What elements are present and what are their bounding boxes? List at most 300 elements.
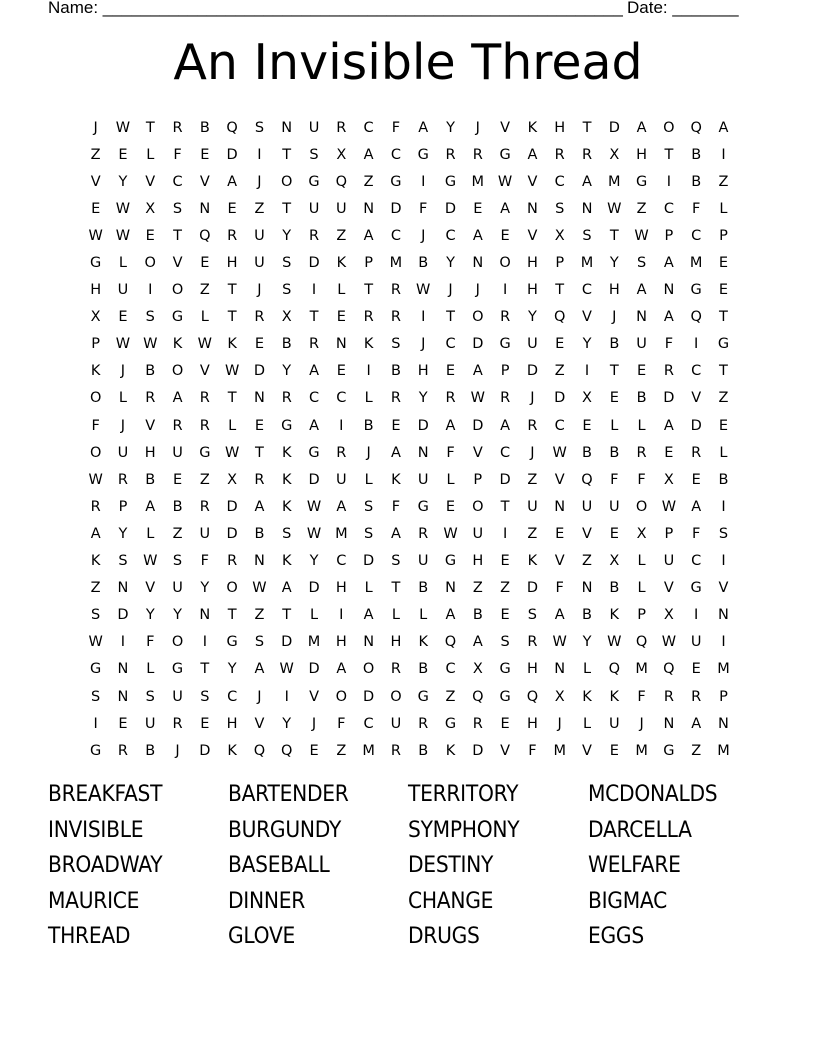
grid-letter[interactable]: A — [390, 444, 401, 461]
grid-letter[interactable]: T — [446, 309, 455, 326]
grid-letter[interactable]: Q — [253, 742, 266, 759]
grid-letter[interactable]: L — [637, 417, 646, 434]
grid-letter[interactable]: H — [90, 282, 102, 299]
grid-letter[interactable]: T — [582, 119, 592, 136]
grid-letter[interactable]: E — [172, 471, 183, 488]
grid-letter[interactable]: A — [636, 282, 647, 299]
grid-letter[interactable]: D — [226, 146, 238, 163]
grid-letter[interactable]: X — [472, 661, 483, 678]
grid-letter[interactable]: M — [335, 525, 348, 542]
grid-letter[interactable]: B — [609, 444, 620, 461]
grid-letter[interactable]: X — [554, 688, 565, 705]
grid-letter[interactable]: Q — [690, 119, 702, 136]
grid-letter[interactable]: G — [635, 173, 648, 190]
grid-letter[interactable]: N — [718, 715, 729, 732]
grid-letter[interactable]: C — [445, 661, 456, 678]
grid-letter[interactable]: H — [226, 255, 238, 272]
grid-letter[interactable]: Y — [309, 553, 319, 570]
grid-letter[interactable]: P — [664, 227, 674, 244]
grid-letter[interactable]: B — [691, 146, 702, 163]
grid-letter[interactable]: E — [91, 200, 101, 217]
grid-letter[interactable]: A — [663, 309, 674, 326]
grid-letter[interactable]: K — [281, 498, 292, 515]
grid-letter[interactable]: N — [718, 607, 729, 624]
grid-letter[interactable]: E — [609, 742, 619, 759]
grid-letter[interactable]: C — [363, 715, 374, 732]
grid-letter[interactable]: N — [199, 607, 211, 624]
grid-letter[interactable]: B — [172, 498, 183, 515]
grid-letter[interactable]: A — [336, 661, 347, 678]
grid-letter[interactable]: N — [581, 580, 593, 597]
grid-letter[interactable]: W — [143, 336, 158, 353]
grid-letter[interactable]: M — [307, 634, 321, 651]
grid-letter[interactable]: W — [552, 634, 567, 651]
grid-letter[interactable]: A — [472, 227, 483, 244]
grid-letter[interactable]: B — [609, 336, 620, 353]
grid-letter[interactable]: L — [146, 661, 155, 678]
grid-letter[interactable]: B — [718, 471, 729, 488]
grid-letter[interactable]: I — [421, 309, 426, 326]
grid-letter[interactable]: R — [636, 444, 647, 461]
grid-letter[interactable]: N — [526, 200, 538, 217]
name-field-label[interactable]: Name: _______________________________________________________ — [48, 0, 623, 17]
grid-letter[interactable]: U — [172, 444, 183, 461]
grid-letter[interactable]: J — [612, 309, 617, 326]
grid-letter[interactable]: R — [390, 661, 401, 678]
grid-letter[interactable]: D — [281, 634, 293, 651]
grid-letter[interactable]: L — [419, 607, 428, 624]
grid-letter[interactable]: W — [497, 173, 513, 190]
grid-letter[interactable]: N — [117, 580, 129, 597]
grid-letter[interactable]: M — [580, 255, 594, 272]
grid-letter[interactable]: H — [417, 363, 429, 380]
grid-letter[interactable]: V — [554, 553, 565, 570]
grid-letter[interactable]: L — [118, 390, 127, 407]
grid-letter[interactable]: W — [661, 634, 677, 651]
grid-letter[interactable]: D — [472, 336, 484, 353]
grid-letter[interactable]: M — [471, 173, 485, 190]
grid-letter[interactable]: V — [199, 173, 210, 190]
grid-letter[interactable]: K — [172, 336, 183, 353]
grid-letter[interactable]: N — [254, 553, 265, 570]
grid-letter[interactable]: H — [226, 715, 238, 732]
grid-letter[interactable]: L — [364, 580, 373, 597]
grid-letter[interactable]: M — [717, 661, 730, 678]
grid-letter[interactable]: B — [691, 173, 702, 190]
grid-letter[interactable]: R — [145, 390, 156, 407]
grid-letter[interactable]: O — [635, 498, 648, 515]
grid-letter[interactable]: V — [527, 227, 538, 244]
grid-letter[interactable]: L — [719, 444, 728, 461]
grid-letter[interactable]: C — [336, 390, 347, 407]
grid-letter[interactable]: R — [199, 390, 210, 407]
grid-letter[interactable]: K — [609, 607, 620, 624]
grid-letter[interactable]: A — [281, 580, 292, 597]
grid-letter[interactable]: K — [90, 553, 101, 570]
grid-letter[interactable]: W — [88, 471, 103, 488]
grid-letter[interactable]: P — [118, 498, 128, 515]
grid-letter[interactable]: S — [254, 119, 265, 136]
grid-letter[interactable]: I — [148, 282, 153, 299]
grid-letter[interactable]: S — [555, 200, 565, 217]
grid-letter[interactable]: Q — [472, 688, 484, 705]
grid-letter[interactable]: U — [417, 553, 429, 570]
grid-letter[interactable]: L — [364, 471, 373, 488]
grid-letter[interactable]: R — [199, 417, 210, 434]
grid-letter[interactable]: Z — [718, 173, 729, 190]
grid-letter[interactable]: E — [637, 363, 647, 380]
grid-letter[interactable]: S — [145, 688, 155, 705]
grid-letter[interactable]: X — [609, 146, 620, 163]
grid-letter[interactable]: A — [445, 607, 456, 624]
grid-letter[interactable]: C — [581, 282, 593, 299]
grid-letter[interactable]: T — [227, 607, 237, 624]
grid-letter[interactable]: O — [335, 688, 348, 705]
grid-letter[interactable]: H — [335, 634, 347, 651]
grid-letter[interactable]: E — [200, 255, 210, 272]
grid-letter[interactable]: D — [554, 390, 566, 407]
grid-letter[interactable]: H — [554, 119, 566, 136]
grid-letter[interactable]: Q — [335, 173, 348, 190]
grid-letter[interactable]: T — [200, 661, 210, 678]
grid-letter[interactable]: T — [719, 363, 728, 380]
grid-letter[interactable]: R — [527, 417, 538, 434]
date-field-label[interactable]: Date: _______ — [627, 0, 739, 17]
grid-letter[interactable]: N — [581, 200, 593, 217]
grid-letter[interactable]: U — [254, 227, 265, 244]
grid-letter[interactable]: S — [172, 553, 183, 570]
grid-letter[interactable]: I — [721, 553, 726, 570]
grid-letter[interactable]: I — [93, 715, 98, 732]
grid-letter[interactable]: N — [363, 634, 375, 651]
grid-letter[interactable]: K — [227, 742, 237, 759]
grid-letter[interactable]: N — [281, 119, 293, 136]
grid-letter[interactable]: Z — [172, 525, 183, 542]
grid-letter[interactable]: S — [118, 553, 128, 570]
grid-letter[interactable]: I — [339, 417, 344, 434]
grid-letter[interactable]: A — [472, 363, 483, 380]
grid-letter[interactable]: G — [499, 688, 511, 705]
grid-letter[interactable]: C — [663, 200, 674, 217]
grid-letter[interactable]: I — [120, 634, 126, 651]
grid-letter[interactable]: P — [719, 227, 728, 244]
grid-letter[interactable]: Z — [336, 227, 347, 244]
grid-letter[interactable]: G — [417, 498, 429, 515]
grid-letter[interactable]: U — [472, 525, 484, 542]
grid-letter[interactable]: S — [282, 525, 292, 542]
grid-letter[interactable]: K — [227, 336, 237, 353]
grid-letter[interactable]: A — [636, 119, 647, 136]
grid-letter[interactable]: E — [555, 525, 565, 542]
grid-letter[interactable]: M — [608, 173, 621, 190]
grid-letter[interactable]: O — [499, 255, 511, 272]
grid-letter[interactable]: W — [306, 498, 322, 515]
grid-letter[interactable]: W — [115, 200, 131, 217]
grid-letter[interactable]: C — [308, 390, 320, 407]
grid-letter[interactable]: J — [93, 119, 98, 136]
grid-letter[interactable]: R — [581, 146, 593, 163]
grid-letter[interactable]: S — [364, 525, 374, 542]
grid-letter[interactable]: K — [281, 471, 292, 488]
grid-letter[interactable]: E — [609, 525, 619, 542]
grid-letter[interactable]: Z — [554, 363, 565, 380]
grid-letter[interactable]: Y — [282, 227, 292, 244]
grid-letter[interactable]: R — [254, 309, 265, 326]
grid-letter[interactable]: F — [446, 444, 455, 461]
grid-letter[interactable]: Z — [199, 471, 210, 488]
grid-letter[interactable]: T — [719, 309, 728, 326]
grid-letter[interactable]: I — [421, 173, 426, 190]
grid-letter[interactable]: E — [391, 417, 401, 434]
grid-letter[interactable]: Y — [446, 255, 455, 272]
grid-letter[interactable]: D — [117, 607, 129, 624]
grid-letter[interactable]: E — [445, 363, 456, 380]
grid-letter[interactable]: E — [118, 715, 128, 732]
grid-letter[interactable]: G — [499, 661, 511, 678]
grid-letter[interactable]: E — [691, 471, 701, 488]
grid-letter[interactable]: G — [308, 444, 320, 461]
grid-letter[interactable]: F — [173, 146, 182, 163]
grid-letter[interactable]: U — [527, 336, 538, 353]
grid-letter[interactable]: T — [364, 282, 374, 299]
grid-letter[interactable]: B — [145, 363, 156, 380]
grid-letter[interactable]: H — [335, 580, 347, 597]
grid-letter[interactable]: O — [390, 688, 402, 705]
grid-letter[interactable]: C — [691, 227, 702, 244]
grid-letter[interactable]: W — [224, 363, 240, 380]
grid-letter[interactable]: Z — [718, 390, 729, 407]
grid-letter[interactable]: G — [90, 742, 102, 759]
grid-letter[interactable]: G — [226, 634, 238, 651]
grid-letter[interactable]: L — [337, 282, 346, 299]
grid-letter[interactable]: V — [145, 173, 156, 190]
grid-letter[interactable]: N — [636, 309, 648, 326]
grid-letter[interactable]: S — [254, 634, 265, 651]
grid-letter[interactable]: S — [91, 607, 101, 624]
grid-letter[interactable]: N — [554, 661, 566, 678]
grid-letter[interactable]: V — [582, 525, 592, 542]
grid-letter[interactable]: J — [530, 444, 535, 461]
grid-letter[interactable]: U — [308, 200, 320, 217]
grid-letter[interactable]: V — [582, 742, 592, 759]
grid-letter[interactable]: V — [718, 580, 729, 597]
grid-letter[interactable]: U — [663, 553, 675, 570]
grid-letter[interactable]: W — [143, 553, 158, 570]
grid-letter[interactable]: A — [472, 634, 483, 651]
grid-letter[interactable]: I — [502, 282, 508, 299]
grid-letter[interactable]: Y — [118, 525, 128, 542]
grid-letter[interactable]: H — [526, 715, 538, 732]
grid-letter[interactable]: U — [144, 715, 156, 732]
grid-letter[interactable]: B — [636, 390, 647, 407]
grid-letter[interactable]: W — [88, 227, 103, 244]
grid-letter[interactable]: A — [363, 146, 374, 163]
grid-letter[interactable]: D — [417, 417, 429, 434]
grid-letter[interactable]: J — [366, 444, 371, 461]
grid-letter[interactable]: Q — [444, 634, 457, 651]
grid-letter[interactable]: J — [475, 119, 480, 136]
grid-letter[interactable]: P — [364, 255, 373, 272]
grid-letter[interactable]: W — [607, 634, 622, 651]
grid-letter[interactable]: N — [663, 282, 675, 299]
grid-letter[interactable]: S — [172, 200, 183, 217]
grid-letter[interactable]: K — [281, 444, 292, 461]
grid-letter[interactable]: D — [472, 417, 484, 434]
grid-letter[interactable]: Q — [199, 227, 211, 244]
grid-letter[interactable]: J — [257, 173, 262, 190]
grid-letter[interactable]: R — [500, 390, 511, 407]
grid-letter[interactable]: T — [282, 200, 292, 217]
grid-letter[interactable]: H — [526, 282, 538, 299]
grid-letter[interactable]: R — [336, 444, 347, 461]
grid-letter[interactable]: W — [306, 525, 322, 542]
grid-letter[interactable]: A — [145, 498, 156, 515]
grid-letter[interactable]: Y — [582, 336, 592, 353]
grid-letter[interactable]: W — [252, 580, 267, 597]
grid-letter[interactable]: F — [692, 525, 701, 542]
grid-letter[interactable]: T — [145, 119, 155, 136]
grid-letter[interactable]: A — [363, 227, 374, 244]
grid-letter[interactable]: E — [718, 417, 729, 434]
grid-letter[interactable]: O — [281, 173, 293, 190]
grid-letter[interactable]: A — [691, 715, 702, 732]
grid-letter[interactable]: U — [417, 471, 429, 488]
grid-letter[interactable]: O — [226, 580, 238, 597]
grid-letter[interactable]: I — [666, 173, 672, 190]
grid-letter[interactable]: D — [608, 119, 620, 136]
grid-letter[interactable]: A — [418, 119, 429, 136]
grid-letter[interactable]: E — [718, 282, 729, 299]
grid-letter[interactable]: A — [90, 525, 101, 542]
grid-letter[interactable]: N — [472, 255, 484, 272]
grid-letter[interactable]: F — [391, 119, 401, 136]
grid-letter[interactable]: G — [499, 146, 511, 163]
grid-letter[interactable]: Y — [527, 309, 537, 326]
grid-letter[interactable]: D — [526, 580, 538, 597]
grid-letter[interactable]: C — [554, 417, 565, 434]
grid-letter[interactable]: R — [445, 390, 456, 407]
grid-letter[interactable]: I — [721, 146, 726, 163]
grid-letter[interactable]: L — [146, 146, 155, 163]
grid-letter[interactable]: R — [390, 309, 401, 326]
grid-letter[interactable]: I — [284, 688, 289, 705]
grid-letter[interactable]: K — [527, 553, 538, 570]
grid-letter[interactable]: J — [557, 715, 562, 732]
grid-letter[interactable]: W — [115, 336, 131, 353]
grid-letter[interactable]: V — [254, 715, 265, 732]
grid-letter[interactable]: E — [500, 553, 510, 570]
grid-letter[interactable]: U — [308, 119, 320, 136]
grid-letter[interactable]: U — [117, 282, 129, 299]
grid-letter[interactable]: O — [89, 444, 102, 461]
grid-letter[interactable]: F — [692, 200, 701, 217]
grid-letter[interactable]: A — [500, 200, 511, 217]
grid-letter[interactable]: B — [199, 119, 210, 136]
grid-letter[interactable]: T — [282, 607, 292, 624]
grid-letter[interactable]: K — [336, 255, 347, 272]
grid-letter[interactable]: J — [448, 282, 453, 299]
grid-letter[interactable]: E — [582, 417, 592, 434]
grid-letter[interactable]: A — [254, 498, 265, 515]
grid-letter[interactable]: M — [717, 742, 730, 759]
grid-letter[interactable]: F — [200, 553, 209, 570]
grid-letter[interactable]: K — [418, 634, 428, 651]
grid-letter[interactable]: L — [146, 525, 155, 542]
grid-letter[interactable]: K — [281, 553, 292, 570]
grid-letter[interactable]: D — [308, 580, 320, 597]
grid-letter[interactable]: W — [416, 282, 431, 299]
grid-letter[interactable]: R — [90, 498, 101, 515]
grid-letter[interactable]: V — [691, 390, 702, 407]
grid-letter[interactable]: J — [257, 688, 262, 705]
grid-letter[interactable]: Z — [527, 525, 538, 542]
grid-letter[interactable]: N — [117, 661, 129, 678]
grid-letter[interactable]: G — [499, 336, 511, 353]
grid-letter[interactable]: S — [145, 309, 155, 326]
grid-letter[interactable]: Q — [663, 661, 675, 678]
grid-letter[interactable]: X — [281, 309, 292, 326]
grid-letter[interactable]: K — [90, 363, 101, 380]
grid-letter[interactable]: L — [309, 607, 319, 624]
grid-letter[interactable]: E — [609, 390, 619, 407]
grid-letter[interactable]: Z — [336, 742, 347, 759]
grid-letter[interactable]: C — [172, 173, 183, 190]
grid-letter[interactable]: E — [118, 146, 128, 163]
grid-letter[interactable]: U — [690, 634, 702, 651]
grid-letter[interactable]: U — [336, 471, 347, 488]
grid-letter[interactable]: E — [227, 200, 237, 217]
grid-letter[interactable]: X — [636, 525, 647, 542]
grid-letter[interactable]: B — [363, 417, 374, 434]
grid-letter[interactable]: J — [639, 715, 644, 732]
grid-letter[interactable]: D — [308, 255, 320, 272]
grid-letter[interactable]: L — [582, 715, 592, 732]
grid-letter[interactable]: T — [173, 227, 182, 244]
grid-letter[interactable]: Y — [282, 363, 292, 380]
grid-letter[interactable]: T — [255, 444, 264, 461]
grid-letter[interactable]: D — [690, 417, 702, 434]
grid-letter[interactable]: R — [663, 363, 674, 380]
grid-letter[interactable]: O — [144, 255, 156, 272]
grid-letter[interactable]: G — [390, 173, 402, 190]
grid-letter[interactable]: U — [117, 444, 129, 461]
grid-letter[interactable]: Q — [608, 661, 620, 678]
grid-letter[interactable]: F — [146, 634, 155, 651]
grid-letter[interactable]: X — [227, 471, 238, 488]
grid-letter[interactable]: O — [472, 498, 484, 515]
grid-letter[interactable]: A — [227, 173, 238, 190]
grid-letter[interactable]: C — [390, 146, 401, 163]
grid-letter[interactable]: T — [227, 309, 237, 326]
grid-letter[interactable]: L — [118, 255, 127, 272]
grid-letter[interactable]: B — [472, 607, 483, 624]
grid-letter[interactable]: V — [582, 309, 592, 326]
grid-letter[interactable]: Z — [254, 607, 265, 624]
grid-letter[interactable]: R — [227, 553, 238, 570]
grid-letter[interactable]: R — [691, 688, 702, 705]
grid-letter[interactable]: M — [635, 661, 648, 678]
grid-letter[interactable]: R — [472, 146, 483, 163]
grid-letter[interactable]: O — [362, 661, 375, 678]
grid-letter[interactable]: N — [417, 444, 429, 461]
grid-letter[interactable]: J — [120, 363, 126, 380]
grid-letter[interactable]: T — [555, 282, 565, 299]
grid-letter[interactable]: A — [445, 417, 456, 434]
grid-letter[interactable]: E — [500, 715, 510, 732]
grid-letter[interactable]: E — [500, 607, 510, 624]
grid-letter[interactable]: N — [254, 390, 265, 407]
grid-letter[interactable]: K — [609, 688, 620, 705]
